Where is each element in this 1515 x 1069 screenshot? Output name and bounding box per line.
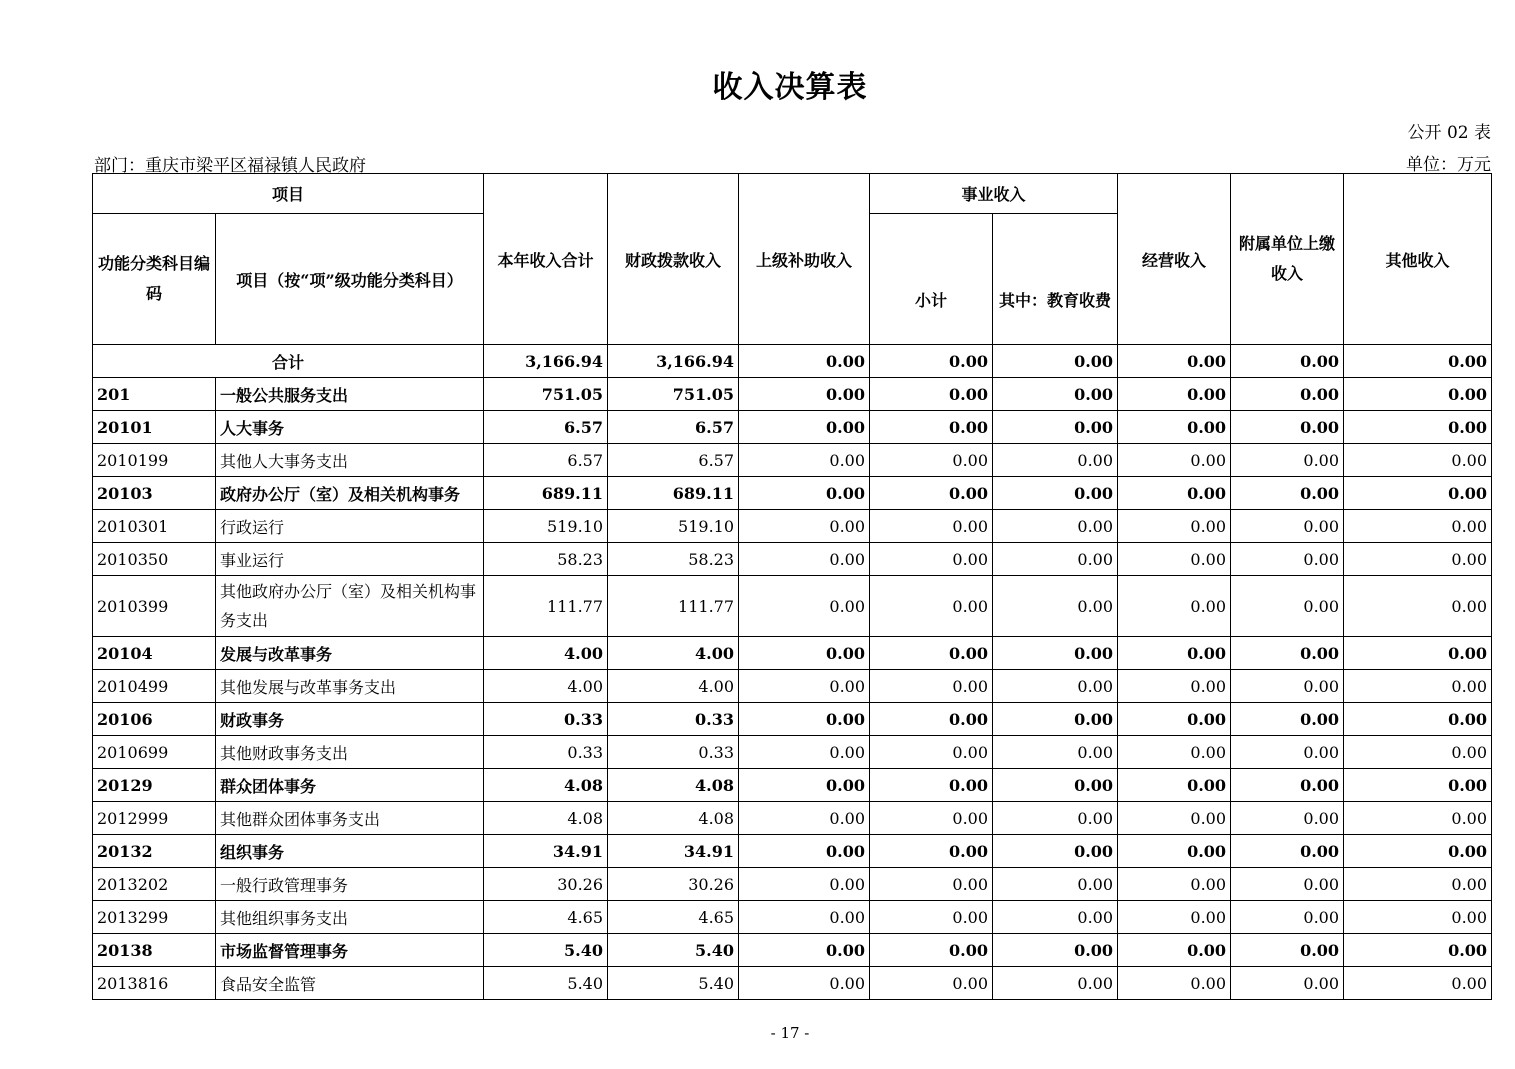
row-value: 0.00 — [870, 378, 993, 411]
row-value: 0.00 — [1118, 637, 1231, 670]
total-value: 0.00 — [993, 345, 1118, 378]
header-subtotal: 小计 — [870, 214, 993, 345]
row-value: 0.00 — [993, 703, 1118, 736]
table-row — [93, 736, 1492, 769]
row-value: 0.00 — [1344, 378, 1492, 411]
row-value: 0.00 — [1231, 637, 1344, 670]
row-name: 政府办公厅（室）及相关机构事务 — [216, 477, 484, 510]
row-value: 0.00 — [1344, 802, 1492, 835]
row-value: 0.00 — [1231, 670, 1344, 703]
row-name: 其他政府办公厅（室）及相关机构事务支出 — [216, 576, 484, 637]
total-value: 0.00 — [1231, 345, 1344, 378]
row-value: 6.57 — [484, 444, 608, 477]
header-business-income: 事业收入 — [870, 174, 1118, 214]
row-value: 0.00 — [993, 934, 1118, 967]
unit-label: 单位：万元 — [1406, 155, 1491, 175]
row-value: 4.00 — [484, 670, 608, 703]
row-value: 0.00 — [993, 769, 1118, 802]
row-value: 751.05 — [608, 378, 739, 411]
total-value: 0.00 — [1118, 345, 1231, 378]
row-name: 财政事务 — [216, 703, 484, 736]
row-value: 0.00 — [870, 835, 993, 868]
row-value: 0.00 — [993, 576, 1118, 637]
row-value: 0.33 — [484, 736, 608, 769]
row-value: 0.00 — [739, 802, 870, 835]
row-value: 0.00 — [870, 637, 993, 670]
table-row — [93, 543, 1492, 576]
row-value: 519.10 — [608, 510, 739, 543]
row-value: 0.00 — [1344, 967, 1492, 1000]
row-value: 689.11 — [608, 477, 739, 510]
header-item: 项目（按“项”级功能分类科目） — [216, 214, 484, 345]
table-row — [93, 670, 1492, 703]
row-value: 0.00 — [870, 769, 993, 802]
row-code: 2013202 — [93, 868, 216, 901]
row-value: 0.00 — [993, 378, 1118, 411]
row-value: 0.00 — [1344, 703, 1492, 736]
table-row — [93, 967, 1492, 1000]
row-value: 0.00 — [1344, 477, 1492, 510]
row-value: 0.00 — [1231, 868, 1344, 901]
row-code: 20104 — [93, 637, 216, 670]
row-name: 一般公共服务支出 — [216, 378, 484, 411]
row-code: 2010399 — [93, 576, 216, 637]
row-code: 20101 — [93, 411, 216, 444]
row-value: 111.77 — [484, 576, 608, 637]
row-value: 0.00 — [993, 835, 1118, 868]
row-name: 行政运行 — [216, 510, 484, 543]
row-code: 20106 — [93, 703, 216, 736]
row-value: 0.33 — [484, 703, 608, 736]
row-value: 0.00 — [1118, 934, 1231, 967]
row-value: 0.00 — [1231, 411, 1344, 444]
row-name: 发展与改革事务 — [216, 637, 484, 670]
row-value: 0.00 — [1344, 444, 1492, 477]
header-fiscal: 财政拨款收入 — [608, 174, 739, 345]
row-value: 0.00 — [1344, 901, 1492, 934]
row-value: 0.00 — [1344, 510, 1492, 543]
row-code: 2012999 — [93, 802, 216, 835]
row-value: 0.00 — [739, 411, 870, 444]
row-value: 0.00 — [1118, 703, 1231, 736]
row-value: 0.00 — [1118, 378, 1231, 411]
row-value: 519.10 — [484, 510, 608, 543]
row-code: 201 — [93, 378, 216, 411]
row-value: 0.00 — [993, 411, 1118, 444]
row-value: 4.65 — [484, 901, 608, 934]
row-value: 0.00 — [870, 934, 993, 967]
header-total-income: 本年收入合计 — [484, 174, 608, 345]
row-name: 其他群众团体事务支出 — [216, 802, 484, 835]
row-value: 0.00 — [1118, 835, 1231, 868]
row-value: 0.00 — [1344, 576, 1492, 637]
row-value: 0.00 — [1231, 378, 1344, 411]
row-value: 751.05 — [484, 378, 608, 411]
row-value: 0.00 — [870, 868, 993, 901]
total-value: 0.00 — [1344, 345, 1492, 378]
row-name: 组织事务 — [216, 835, 484, 868]
row-name: 其他组织事务支出 — [216, 901, 484, 934]
row-value: 0.00 — [1118, 411, 1231, 444]
row-value: 0.00 — [739, 868, 870, 901]
row-code: 2010350 — [93, 543, 216, 576]
row-value: 5.40 — [484, 934, 608, 967]
row-value: 0.00 — [1231, 543, 1344, 576]
row-value: 0.00 — [1118, 736, 1231, 769]
header-affiliated: 附属单位上缴收入 — [1231, 174, 1344, 345]
row-value: 0.00 — [870, 477, 993, 510]
row-value: 0.00 — [870, 802, 993, 835]
row-code: 20138 — [93, 934, 216, 967]
row-value: 0.00 — [1118, 543, 1231, 576]
row-name: 其他发展与改革事务支出 — [216, 670, 484, 703]
row-value: 5.40 — [484, 967, 608, 1000]
row-value: 0.00 — [993, 543, 1118, 576]
row-code: 20103 — [93, 477, 216, 510]
row-value: 0.00 — [993, 670, 1118, 703]
table-row — [93, 444, 1492, 477]
table-row — [93, 868, 1492, 901]
row-value: 34.91 — [484, 835, 608, 868]
row-value: 6.57 — [608, 411, 739, 444]
row-value: 0.00 — [1344, 411, 1492, 444]
row-value: 0.00 — [739, 477, 870, 510]
row-value: 0.00 — [993, 444, 1118, 477]
row-value: 0.00 — [993, 477, 1118, 510]
income-table — [92, 173, 1492, 1000]
row-value: 0.00 — [1231, 802, 1344, 835]
row-value: 0.00 — [1231, 576, 1344, 637]
header-project: 项目 — [93, 174, 484, 214]
header-superior: 上级补助收入 — [739, 174, 870, 345]
row-value: 0.00 — [1118, 802, 1231, 835]
row-value: 111.77 — [608, 576, 739, 637]
table-row — [93, 576, 1492, 637]
row-value: 0.00 — [1344, 670, 1492, 703]
row-value: 0.00 — [1231, 769, 1344, 802]
row-value: 0.00 — [739, 637, 870, 670]
row-value: 0.00 — [993, 868, 1118, 901]
row-name: 人大事务 — [216, 411, 484, 444]
row-value: 4.08 — [484, 802, 608, 835]
row-value: 0.00 — [739, 769, 870, 802]
total-value: 3,166.94 — [608, 345, 739, 378]
row-value: 0.00 — [870, 967, 993, 1000]
row-value: 0.00 — [739, 670, 870, 703]
row-value: 0.00 — [1118, 769, 1231, 802]
row-value: 0.00 — [1344, 934, 1492, 967]
row-value: 4.08 — [608, 802, 739, 835]
page-number: - 17 - — [770, 1024, 810, 1042]
row-value: 6.57 — [484, 411, 608, 444]
row-value: 0.00 — [870, 510, 993, 543]
row-code: 2010301 — [93, 510, 216, 543]
row-value: 0.00 — [1231, 901, 1344, 934]
row-value: 0.00 — [870, 576, 993, 637]
row-value: 0.00 — [739, 736, 870, 769]
form-number: 公开 02 表 — [1407, 123, 1491, 143]
row-code: 2013816 — [93, 967, 216, 1000]
row-value: 4.08 — [608, 769, 739, 802]
row-value: 0.00 — [739, 901, 870, 934]
row-value: 0.00 — [993, 637, 1118, 670]
row-name: 食品安全监管 — [216, 967, 484, 1000]
row-value: 4.00 — [484, 637, 608, 670]
table-row — [93, 477, 1492, 510]
total-row — [93, 345, 1492, 378]
row-value: 0.00 — [1344, 769, 1492, 802]
row-value: 0.00 — [1231, 444, 1344, 477]
row-value: 0.00 — [739, 576, 870, 637]
table-row — [93, 411, 1492, 444]
row-value: 0.00 — [739, 543, 870, 576]
row-code: 2010499 — [93, 670, 216, 703]
row-name: 事业运行 — [216, 543, 484, 576]
row-value: 0.00 — [739, 835, 870, 868]
row-value: 0.00 — [1231, 477, 1344, 510]
row-value: 30.26 — [608, 868, 739, 901]
row-value: 0.00 — [1231, 835, 1344, 868]
row-value: 6.57 — [608, 444, 739, 477]
row-name: 市场监督管理事务 — [216, 934, 484, 967]
header-operating: 经营收入 — [1118, 174, 1231, 345]
row-name: 其他财政事务支出 — [216, 736, 484, 769]
row-value: 0.00 — [993, 901, 1118, 934]
total-value: 0.00 — [739, 345, 870, 378]
row-value: 0.00 — [993, 802, 1118, 835]
table-row — [93, 703, 1492, 736]
row-value: 0.00 — [1118, 670, 1231, 703]
row-value: 0.33 — [608, 736, 739, 769]
row-value: 0.00 — [1344, 868, 1492, 901]
row-value: 5.40 — [608, 934, 739, 967]
table-row — [93, 901, 1492, 934]
table-row — [93, 769, 1492, 802]
row-value: 0.00 — [870, 411, 993, 444]
table-row — [93, 637, 1492, 670]
row-value: 58.23 — [608, 543, 739, 576]
row-value: 0.00 — [739, 378, 870, 411]
department-label: 部门：重庆市梁平区福禄镇人民政府 — [94, 156, 366, 176]
row-value: 0.00 — [1118, 510, 1231, 543]
row-value: 0.00 — [993, 736, 1118, 769]
row-value: 0.00 — [870, 543, 993, 576]
row-value: 0.00 — [1344, 637, 1492, 670]
row-name: 一般行政管理事务 — [216, 868, 484, 901]
row-code: 2013299 — [93, 901, 216, 934]
row-code: 20132 — [93, 835, 216, 868]
header-other: 其他收入 — [1344, 174, 1492, 345]
total-value: 0.00 — [870, 345, 993, 378]
row-value: 0.00 — [739, 703, 870, 736]
table-row — [93, 802, 1492, 835]
page-title: 收入决算表 — [712, 70, 868, 105]
row-value: 0.33 — [608, 703, 739, 736]
total-value: 3,166.94 — [484, 345, 608, 378]
row-name: 群众团体事务 — [216, 769, 484, 802]
row-value: 5.40 — [608, 967, 739, 1000]
table-row — [93, 510, 1492, 543]
row-value: 0.00 — [739, 934, 870, 967]
header-education: 其中：教育收费 — [993, 214, 1118, 345]
row-value: 0.00 — [870, 703, 993, 736]
row-value: 4.00 — [608, 670, 739, 703]
row-value: 0.00 — [1118, 477, 1231, 510]
table-row — [93, 934, 1492, 967]
row-value: 0.00 — [870, 736, 993, 769]
row-value: 0.00 — [870, 670, 993, 703]
row-value: 0.00 — [1231, 736, 1344, 769]
row-value: 4.65 — [608, 901, 739, 934]
row-value: 0.00 — [1118, 868, 1231, 901]
total-label: 合计 — [93, 345, 484, 378]
table-row — [93, 378, 1492, 411]
row-name: 其他人大事务支出 — [216, 444, 484, 477]
row-value: 0.00 — [870, 901, 993, 934]
row-value: 4.00 — [608, 637, 739, 670]
row-value: 0.00 — [739, 967, 870, 1000]
table-body — [93, 345, 1492, 1000]
row-value: 0.00 — [1231, 510, 1344, 543]
row-value: 0.00 — [1118, 901, 1231, 934]
row-value: 689.11 — [484, 477, 608, 510]
row-value: 0.00 — [1231, 934, 1344, 967]
row-value: 0.00 — [1344, 736, 1492, 769]
row-value: 0.00 — [1344, 543, 1492, 576]
row-code: 20129 — [93, 769, 216, 802]
row-value: 0.00 — [739, 444, 870, 477]
header-code: 功能分类科目编码 — [93, 214, 216, 345]
row-code: 2010699 — [93, 736, 216, 769]
row-value: 0.00 — [1118, 444, 1231, 477]
row-value: 0.00 — [1231, 967, 1344, 1000]
row-value: 0.00 — [993, 510, 1118, 543]
row-value: 30.26 — [484, 868, 608, 901]
row-value: 58.23 — [484, 543, 608, 576]
row-value: 0.00 — [739, 510, 870, 543]
row-code: 2010199 — [93, 444, 216, 477]
row-value: 0.00 — [1118, 967, 1231, 1000]
row-value: 4.08 — [484, 769, 608, 802]
row-value: 0.00 — [993, 967, 1118, 1000]
row-value: 34.91 — [608, 835, 739, 868]
row-value: 0.00 — [1344, 835, 1492, 868]
row-value: 0.00 — [1118, 576, 1231, 637]
row-value: 0.00 — [1231, 703, 1344, 736]
row-value: 0.00 — [870, 444, 993, 477]
table-row — [93, 835, 1492, 868]
